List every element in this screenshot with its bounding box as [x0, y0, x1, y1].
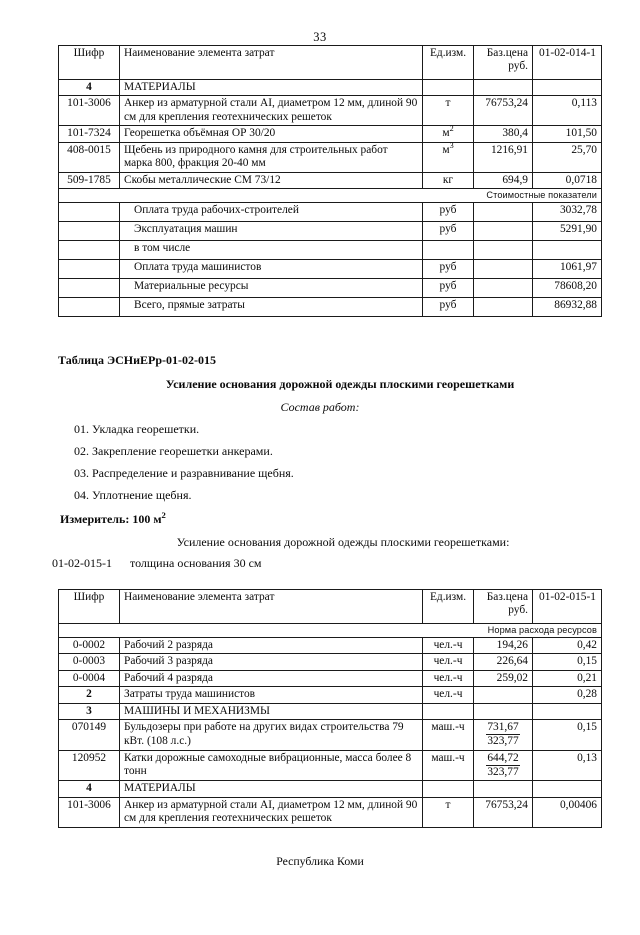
- cell-name: Оплата труда машинистов: [120, 260, 423, 279]
- variant-text: толщина основания 30 см: [130, 556, 262, 571]
- cell-value: 86932,88: [533, 298, 602, 317]
- band-label: Норма расхода ресурсов: [59, 624, 602, 638]
- table-row: [59, 260, 602, 279]
- cell-price-fraction: [474, 750, 533, 781]
- table-1-body: [59, 80, 602, 317]
- cell-value: 25,70: [533, 142, 602, 172]
- cell-name: Катки дорожные самоходные вибрационные, масса более 8 тонн: [120, 750, 423, 781]
- cell-value: 101,50: [533, 126, 602, 142]
- price-denominator: 323,77: [487, 735, 519, 748]
- header-value: 01-02-015-1: [533, 590, 602, 624]
- cell-value: [533, 241, 602, 260]
- table-2-head: [59, 590, 602, 624]
- cell-value: 0,28: [533, 687, 602, 703]
- cell-name: Всего, прямые затраты: [120, 298, 423, 317]
- table-row: [59, 172, 602, 188]
- cell-value: [533, 781, 602, 797]
- measurer-label: Измеритель: 100 м: [60, 512, 162, 527]
- cell-unit: [423, 241, 474, 260]
- table-row: [59, 720, 602, 751]
- price-numerator: 731,67: [486, 721, 519, 735]
- measurer-exponent: 2: [161, 510, 166, 521]
- cell-code: [59, 222, 120, 241]
- cell-code: 3: [59, 703, 120, 719]
- cell-unit: чел.-ч: [423, 687, 474, 703]
- cell-unit: [423, 703, 474, 719]
- cell-unit: [423, 126, 474, 142]
- cell-price-fraction: [474, 720, 533, 751]
- table-row: [59, 637, 602, 653]
- cell-code: 4: [59, 80, 120, 96]
- cell-name: МАТЕРИАЛЫ: [120, 80, 423, 96]
- cell-value: 5291,90: [533, 222, 602, 241]
- table-1-head: [59, 46, 602, 80]
- price-numerator: 644,72: [486, 752, 519, 766]
- header-price-line1: Баз.цена: [486, 591, 528, 604]
- cell-value: 0,00406: [533, 797, 602, 827]
- table-row: [59, 222, 602, 241]
- header-name: Наименование элемента затрат: [120, 46, 423, 80]
- table-row: [59, 203, 602, 222]
- work-item: 04. Уплотнение щебня.: [74, 488, 192, 503]
- measurer: [30, 512, 610, 527]
- cell-code: 101-3006: [59, 797, 120, 827]
- cell-unit: [423, 781, 474, 797]
- header-price-line2: руб.: [508, 59, 528, 72]
- cell-price: [474, 279, 533, 298]
- cell-unit: [423, 80, 474, 96]
- page-number: 33: [313, 30, 327, 44]
- cell-value: 1061,97: [533, 260, 602, 279]
- cell-name: МАТЕРИАЛЫ: [120, 781, 423, 797]
- cell-unit: чел.-ч: [423, 637, 474, 653]
- band-label: Стоимостные показатели: [59, 189, 602, 203]
- variant-code: 01-02-015-1: [52, 556, 112, 571]
- table-title: Усиление основания дорожной одежды плоскими георешетками: [165, 377, 515, 392]
- cell-unit: маш.-ч: [423, 720, 474, 751]
- table-row: [59, 703, 602, 719]
- header-unit: Ед.изм.: [423, 590, 474, 624]
- cell-unit: [423, 142, 474, 172]
- cell-price: 226,64: [474, 654, 533, 670]
- cell-code: 120952: [59, 750, 120, 781]
- cost-table-1: [58, 45, 602, 317]
- unit-exponent: 2: [449, 124, 454, 134]
- work-item: 03. Распределение и разравнивание щебня.: [74, 466, 294, 481]
- cell-value: 0,15: [533, 654, 602, 670]
- table-row: [59, 142, 602, 172]
- table-2-body: [59, 624, 602, 828]
- unit-base: м: [442, 143, 450, 156]
- cell-code: [59, 241, 120, 260]
- work-item: 01. Укладка георешетки.: [74, 422, 200, 437]
- variant-line: [30, 556, 610, 571]
- cell-price: [474, 703, 533, 719]
- table-row: [59, 670, 602, 686]
- page-footer: Республика Коми: [276, 853, 364, 868]
- cell-price: [474, 203, 533, 222]
- cell-code: [59, 260, 120, 279]
- header-price-line1: Баз.цена: [486, 47, 528, 59]
- cell-price: [474, 781, 533, 797]
- table-row: [59, 126, 602, 142]
- cell-unit: руб: [423, 279, 474, 298]
- cell-price: 694,9: [474, 172, 533, 188]
- cell-name: Затраты труда машинистов: [120, 687, 423, 703]
- cost-table-2: [58, 589, 602, 828]
- cell-name: Рабочий 3 разряда: [120, 654, 423, 670]
- unit-base: м: [442, 127, 450, 140]
- cell-name: МАШИНЫ И МЕХАНИЗМЫ: [120, 703, 423, 719]
- cell-value: 78608,20: [533, 279, 602, 298]
- cell-unit: чел.-ч: [423, 670, 474, 686]
- cell-code: 2: [59, 687, 120, 703]
- cell-name: Анкер из арматурной стали АI, диаметром 12 мм, длиной 90 см для крепления геотехнических решеток: [120, 96, 423, 126]
- cell-unit: маш.-ч: [423, 750, 474, 781]
- band-row-resource-norms: [59, 624, 602, 638]
- table-2-header-row: [59, 590, 602, 624]
- cell-price: [474, 298, 533, 317]
- table-1-wrapper: [0, 45, 640, 317]
- header-price: [474, 46, 533, 80]
- table-row: [59, 80, 602, 96]
- table-label: Таблица ЭСНиЕРр-01-02-015: [58, 353, 217, 368]
- price-fraction: [486, 752, 519, 779]
- cell-code: 4: [59, 781, 120, 797]
- cell-code: [59, 279, 120, 298]
- header-unit: Ед.изм.: [423, 46, 474, 80]
- cell-price: [474, 222, 533, 241]
- cell-unit: т: [423, 96, 474, 126]
- cell-value: 0,113: [533, 96, 602, 126]
- table-subtitle: Усиление основания дорожной одежды плоскими георешетками:: [176, 535, 510, 550]
- table-row: [59, 279, 602, 298]
- cell-code: [59, 203, 120, 222]
- price-fraction: [486, 721, 519, 748]
- cell-unit: кг: [423, 172, 474, 188]
- cell-name: Георешетка объёмная ОР 30/20: [120, 126, 423, 142]
- cell-name: Эксплуатация машин: [120, 222, 423, 241]
- cell-code: 0-0003: [59, 654, 120, 670]
- cell-unit: чел.-ч: [423, 654, 474, 670]
- cell-value: 0,0718: [533, 172, 602, 188]
- table-row: [59, 96, 602, 126]
- mid-section: [0, 353, 640, 571]
- table-row: [59, 750, 602, 781]
- cell-price: 259,02: [474, 670, 533, 686]
- cell-code: [59, 298, 120, 317]
- cell-price: [474, 260, 533, 279]
- cell-code: 408-0015: [59, 142, 120, 172]
- cell-price: 76753,24: [474, 797, 533, 827]
- cell-value: 0,42: [533, 637, 602, 653]
- cell-code: 0-0004: [59, 670, 120, 686]
- cell-unit: т: [423, 797, 474, 827]
- cell-name: Рабочий 2 разряда: [120, 637, 423, 653]
- cell-code: 101-7324: [59, 126, 120, 142]
- cell-value: [533, 703, 602, 719]
- cell-name: Анкер из арматурной стали АI, диаметром 12 мм, длиной 90 см для крепления геотехнических решеток: [120, 797, 423, 827]
- cell-name: в том числе: [120, 241, 423, 260]
- cell-price: 194,26: [474, 637, 533, 653]
- header-price-line2: руб.: [508, 603, 528, 616]
- cell-code: 0-0002: [59, 637, 120, 653]
- cell-price: 380,4: [474, 126, 533, 142]
- cell-value: 3032,78: [533, 203, 602, 222]
- cell-price: [474, 687, 533, 703]
- table-2-wrapper: [0, 589, 640, 828]
- cell-name: Оплата труда рабочих-строителей: [120, 203, 423, 222]
- cell-unit: руб: [423, 298, 474, 317]
- cell-price: 76753,24: [474, 96, 533, 126]
- cell-code: 101-3006: [59, 96, 120, 126]
- document-page: [0, 30, 640, 935]
- table-row: [59, 797, 602, 827]
- cell-price: 1216,91: [474, 142, 533, 172]
- cell-name: Щебень из природного камня для строительных работ марка 800, фракция 20-40 мм: [120, 142, 423, 172]
- cell-name: Бульдозеры при работе на других видах строительства 79 кВт. (108 л.с.): [120, 720, 423, 751]
- work-composition-label: Состав работ:: [280, 400, 360, 415]
- header-price: [474, 590, 533, 624]
- cell-value: 0,13: [533, 750, 602, 781]
- cell-unit: руб: [423, 222, 474, 241]
- cell-name: Рабочий 4 разряда: [120, 670, 423, 686]
- table-row: [59, 687, 602, 703]
- cell-price: [474, 241, 533, 260]
- header-name: Наименование элемента затрат: [120, 590, 423, 624]
- table-row: [59, 241, 602, 260]
- unit-exponent: 3: [449, 141, 454, 151]
- header-code: Шифр: [59, 46, 120, 80]
- cell-unit: руб: [423, 203, 474, 222]
- cell-value: 0,15: [533, 720, 602, 751]
- cell-name: Материальные ресурсы: [120, 279, 423, 298]
- table-row: [59, 298, 602, 317]
- cell-price: [474, 80, 533, 96]
- table-row: [59, 781, 602, 797]
- cell-name: Скобы металлические СМ 73/12: [120, 172, 423, 188]
- cell-code: 509-1785: [59, 172, 120, 188]
- cell-unit: руб: [423, 260, 474, 279]
- header-code: Шифр: [59, 590, 120, 624]
- table-row: [59, 654, 602, 670]
- cell-value: 0,21: [533, 670, 602, 686]
- price-denominator: 323,77: [487, 765, 519, 778]
- table-1-header-row: [59, 46, 602, 80]
- cell-value: [533, 80, 602, 96]
- work-item: 02. Закрепление георешетки анкерами.: [74, 444, 273, 459]
- band-row-cost-indicators: [59, 189, 602, 203]
- cell-code: 070149: [59, 720, 120, 751]
- header-value: 01-02-014-1: [533, 46, 602, 80]
